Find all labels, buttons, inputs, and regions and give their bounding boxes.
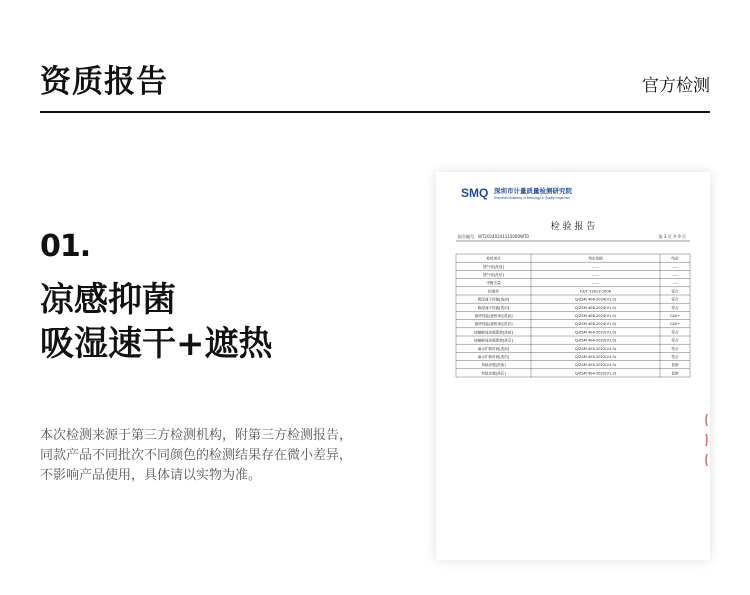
official-test-label: 官方检测	[642, 76, 710, 96]
table-cell: 显微	[671, 371, 679, 376]
report-table	[456, 254, 690, 377]
table-cell: 遮热性能(遮热率)[洗后]	[474, 322, 513, 327]
table-cell: 滴水扩散时间[洗前]	[477, 346, 510, 351]
table-cell: C40+	[669, 322, 681, 327]
red-stamp-edge	[704, 412, 710, 470]
table-cell: 符合	[671, 305, 679, 310]
header-divider	[40, 111, 710, 113]
table-cell: Q/ZSM 404-2022(V1.0)	[574, 371, 617, 376]
table-cell: 甲醛含量	[486, 281, 501, 286]
table-cell: 持续凉感[洗后]	[481, 371, 506, 376]
table-header-cell: 判定依据	[588, 256, 603, 261]
table-cell: 吸湿速干性能[洗后]	[477, 305, 510, 310]
table-cell: 符合	[671, 330, 679, 335]
table-cell: 接触瞬间凉感系数[洗前]	[474, 330, 513, 335]
org-name-en: Shenzhen Academy of Metrology & Quality Inspection	[494, 196, 571, 200]
table-cell: Q/ZSM 404-2022(V1.0)	[574, 338, 617, 343]
table-cell: Q/ZSM 404-2022(V1.0)	[574, 330, 617, 335]
table-cell: 符合	[671, 289, 679, 294]
table-cell: ------	[591, 264, 600, 269]
headline-line-1: 凉感抑菌	[40, 280, 176, 320]
table-cell: Q/ZSM 406-2024(V1.0)	[574, 313, 617, 318]
feature-headline	[40, 278, 273, 366]
disclaimer-line-3: 不影响产品使用，具体请以实物为准。	[40, 468, 262, 483]
table-cell: ----	[672, 272, 678, 277]
table-cell: ----	[672, 264, 678, 269]
table-cell: ----	[672, 281, 678, 286]
table-cell: 符合	[671, 338, 679, 343]
table-cell: 符合	[671, 297, 679, 302]
table-cell: C40+	[669, 313, 681, 318]
table-cell: ------	[591, 272, 600, 277]
smq-logo: SMQ	[461, 186, 489, 200]
org-name: 深圳市计量质量检测研究院	[494, 187, 572, 195]
table-cell: Q/ZSM 406-2024(V1.0)	[574, 322, 617, 327]
table-cell: 接触瞬间凉感系数[洗后]	[474, 338, 513, 343]
section-number: 01.	[40, 229, 91, 264]
table-cell: 符合	[671, 354, 679, 359]
report-number: 报告编号：WT20240241115000WT0	[458, 234, 529, 239]
table-cell: 滴水扩散时间[洗后]	[477, 354, 510, 359]
disclaimer-line-2: 同款产品不同批次不同颜色的检测结果存在微小差异，	[40, 448, 353, 463]
report-title: 检 验 报 告	[550, 222, 596, 232]
table-cell: Q/ZSM 404-2022(V1.0)	[574, 346, 617, 351]
page-info: 第 3 页 共 9 页	[658, 234, 686, 239]
table-cell: FZ/T 73023-2006	[580, 289, 611, 294]
table-cell: Q/ZSM 404-2022(V1.0)	[574, 363, 617, 368]
test-report-document	[436, 172, 710, 560]
table-cell: 持续凉感[洗前]	[481, 363, 506, 368]
table-cell: Q/ZSM 404-2022(V1.0)	[574, 354, 617, 359]
test-report-drawing	[436, 172, 710, 560]
table-cell: 符合	[671, 346, 679, 351]
table-cell: Q/ZSM 406-2024(V1.0)	[574, 305, 617, 310]
table-cell: ------	[591, 281, 600, 286]
table-cell: 显微	[671, 363, 679, 368]
disclaimer-text	[40, 426, 380, 486]
table-cell: 透气率[洗前]	[483, 264, 504, 269]
table-cell: 抑菌率	[488, 289, 499, 294]
table-cell: 吸湿速干性能[洗前]	[477, 297, 510, 302]
table-header-cell: 结论	[671, 256, 679, 261]
headline-line-2: 吸湿速干+遮热	[40, 324, 273, 364]
table-cell: Q/ZSM 406-2024(V1.0)	[574, 297, 617, 302]
table-cell: 遮热性能(遮热率)[洗前]	[474, 313, 513, 318]
table-cell: 透气率[洗后]	[483, 272, 504, 277]
table-header-cell: 检验项目	[486, 256, 501, 261]
disclaimer-line-1: 本次检测来源于第三方检测机构，附第三方检测报告，	[40, 428, 353, 443]
page-title: 资质报告	[40, 64, 168, 100]
